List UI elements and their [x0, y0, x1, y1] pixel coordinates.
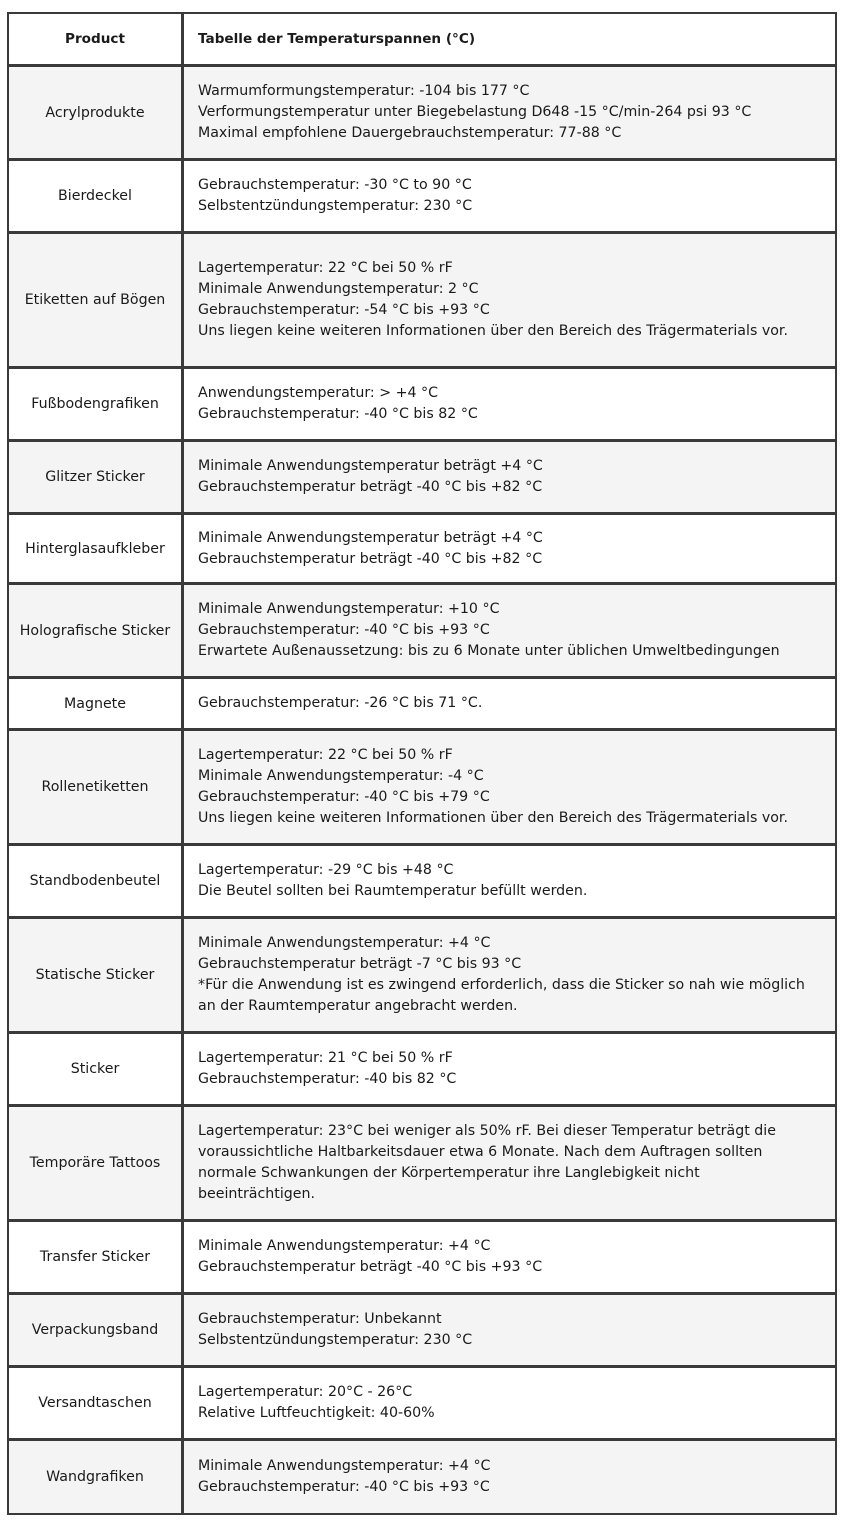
table-row: [9, 442, 835, 515]
info-line: Lagertemperatur: 21 °C bei 50 % rF: [198, 1050, 453, 1067]
product-cell: Standbodenbeutel: [9, 846, 184, 916]
info-line: Verformungstemperatur unter Biegebelastung D648 -15 °C/min-264 psi 93 °C: [198, 104, 752, 121]
info-line: Minimale Anwendungstemperatur beträgt +4 °C: [198, 529, 543, 546]
table-row: [9, 1107, 835, 1222]
temperature-info-cell: [184, 369, 835, 439]
temperature-info-cell: [184, 1222, 835, 1292]
info-line: Maximal empfohlene Dauergebrauchstemperatur: 77-88 °C: [198, 124, 622, 141]
product-cell: Temporäre Tattoos: [9, 1107, 184, 1219]
info-line: Erwartete Außenaussetzung: bis zu 6 Monate unter üblichen Umweltbedingungen: [198, 642, 780, 659]
table-row: [9, 846, 835, 919]
info-line: Gebrauchstemperatur beträgt -40 °C bis +93 °C: [198, 1259, 543, 1275]
table-row: [9, 161, 835, 234]
temperature-info-cell: [184, 731, 835, 843]
info-line: Lagertemperatur: 22 °C bei 50 % rF: [198, 260, 453, 277]
info-line: Lagertemperatur: -29 °C bis +48 °C: [198, 862, 454, 879]
info-line: Warmumformungstemperatur: -104 bis 177 °C: [198, 83, 530, 100]
info-line: Uns liegen keine weiteren Informationen über den Bereich des Trägermaterials vor.: [198, 809, 788, 826]
info-line: Gebrauchstemperatur beträgt -7 °C bis 93 °C: [198, 956, 522, 973]
product-cell: Transfer Sticker: [9, 1222, 184, 1292]
header-product: Product: [9, 14, 184, 64]
table-row: [9, 1295, 835, 1368]
product-cell: Wandgrafiken: [9, 1441, 184, 1513]
info-line: Gebrauchstemperatur: -40 °C bis +93 °C: [198, 622, 490, 639]
info-line: Lagertemperatur: 23°C bei weniger als 50% rF. Bei dieser Temperatur beträgt die: [198, 1123, 776, 1140]
info-line: Gebrauchstemperatur: -40 °C bis 82 °C: [198, 406, 478, 422]
temperature-info-cell: [184, 67, 835, 158]
product-cell: Holografische Sticker: [9, 585, 184, 676]
info-line: Minimale Anwendungstemperatur: 2 °C: [198, 281, 479, 298]
temperature-table: [7, 12, 837, 1515]
info-line: Gebrauchstemperatur: Unbekannt: [198, 1311, 442, 1328]
table-row: [9, 731, 835, 846]
temperature-info-cell: [184, 1441, 835, 1513]
product-cell: Sticker: [9, 1034, 184, 1104]
table-header-row: [9, 14, 835, 67]
product-cell: Bierdeckel: [9, 161, 184, 231]
temperature-info-cell: [184, 679, 835, 728]
info-line: Minimale Anwendungstemperatur: +4 °C: [198, 1238, 491, 1255]
info-line: Minimale Anwendungstemperatur: -4 °C: [198, 768, 484, 785]
info-line: Minimale Anwendungstemperatur: +4 °C: [198, 1458, 491, 1475]
table-row: [9, 585, 835, 679]
product-cell: Rollenetiketten: [9, 731, 184, 843]
temperature-info-cell: [184, 1295, 835, 1365]
info-line: Die Beutel sollten bei Raumtemperatur befüllt werden.: [198, 883, 588, 899]
product-cell: Hinterglasaufkleber: [9, 515, 184, 582]
info-line: beeinträchtigen.: [198, 1185, 316, 1202]
info-line: Gebrauchstemperatur: -54 °C bis +93 °C: [198, 302, 490, 318]
header-temperature: Tabelle der Temperaturspannen (°C): [198, 30, 476, 47]
info-line: Gebrauchstemperatur: -40 °C bis +93 °C: [198, 1479, 490, 1495]
product-cell: Etiketten auf Bögen: [9, 234, 184, 366]
temperature-info-cell: [184, 161, 835, 231]
info-line: Minimale Anwendungstemperatur: +4 °C: [198, 935, 491, 952]
product-cell: Versandtaschen: [9, 1368, 184, 1438]
table-row: [9, 67, 835, 161]
temperature-info-cell: [184, 234, 835, 366]
table-row: [9, 919, 835, 1034]
temperature-info-cell: [184, 515, 835, 582]
info-line: normale Schwankungen der Körpertemperatur ihre Langlebigkeit nicht: [198, 1165, 700, 1181]
info-line: voraussichtliche Haltbarkeitsdauer etwa 6 Monate. Nach dem Auftragen sollten: [198, 1144, 763, 1161]
info-line: Relative Luftfeuchtigkeit: 40-60%: [198, 1405, 435, 1421]
info-line: Anwendungstemperatur: > +4 °C: [198, 385, 439, 402]
temperature-info-cell: [184, 1034, 835, 1104]
temperature-info-cell: [184, 846, 835, 916]
temperature-info-cell: [184, 1368, 835, 1438]
temperature-info-cell: [184, 442, 835, 512]
info-line: Minimale Anwendungstemperatur: +10 °C: [198, 601, 500, 618]
temperature-info-cell: [184, 585, 835, 676]
info-line: *Für die Anwendung ist es zwingend erforderlich, dass die Sticker so nah wie möglich: [198, 977, 805, 993]
info-line: Selbstentzündungstemperatur: 230 °C: [198, 1332, 473, 1348]
info-line: Gebrauchstemperatur: -40 bis 82 °C: [198, 1071, 457, 1087]
info-line: Gebrauchstemperatur: -26 °C bis 71 °C.: [198, 695, 483, 712]
product-cell: Fußbodengrafiken: [9, 369, 184, 439]
product-cell: Statische Sticker: [9, 919, 184, 1031]
table-row: [9, 1368, 835, 1441]
info-line: Gebrauchstemperatur beträgt -40 °C bis +82 °C: [198, 550, 543, 567]
table-row: [9, 1034, 835, 1107]
info-line: Lagertemperatur: 22 °C bei 50 % rF: [198, 747, 453, 764]
info-line: Minimale Anwendungstemperatur beträgt +4 °C: [198, 458, 543, 475]
table-row: [9, 369, 835, 442]
table-row: [9, 1441, 835, 1513]
info-line: Selbstentzündungstemperatur: 230 °C: [198, 198, 473, 214]
product-cell: Verpackungsband: [9, 1295, 184, 1365]
temperature-info-cell: [184, 1107, 835, 1219]
info-line: Uns liegen keine weiteren Informationen über den Bereich des Trägermaterials vor.: [198, 322, 788, 339]
table-row: [9, 1222, 835, 1295]
product-cell: Magnete: [9, 679, 184, 728]
product-cell: Acrylprodukte: [9, 67, 184, 158]
table-row: [9, 679, 835, 731]
info-line: Gebrauchstemperatur beträgt -40 °C bis +82 °C: [198, 479, 543, 495]
info-line: an der Raumtemperatur angebracht werden.: [198, 997, 518, 1014]
info-line: Lagertemperatur: 20°C - 26°C: [198, 1384, 413, 1401]
info-line: Gebrauchstemperatur: -30 °C to 90 °C: [198, 177, 472, 194]
product-cell: Glitzer Sticker: [9, 442, 184, 512]
table-row: [9, 234, 835, 369]
info-line: Gebrauchstemperatur: -40 °C bis +79 °C: [198, 789, 490, 805]
table-row: [9, 515, 835, 585]
temperature-info-cell: [184, 919, 835, 1031]
